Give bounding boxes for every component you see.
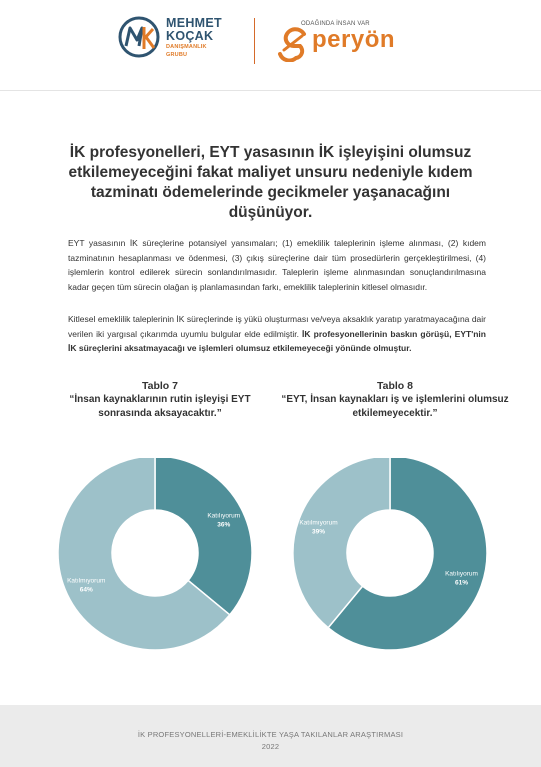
peryon-tagline: ODAĞINDA İNSAN VAR (301, 21, 370, 27)
chart-caption: “İnsan kaynaklarının rutin işleyişi EYT sonrasında aksayacaktır.” (69, 394, 251, 419)
chart-caption: “EYT, İnsan kaynakları iş ve işlemlerini olumsuz etkilemeyecektir.” (281, 394, 509, 419)
footer-year: 2022 (261, 742, 280, 751)
slice-value-label: 36% (217, 521, 231, 529)
mehmet-kocak-logo-icon (117, 15, 161, 59)
mk-name-line2: KOÇAK (166, 28, 214, 43)
donut-slice-katılıyorum (155, 458, 252, 615)
mk-sub-line2: GRUBU (166, 52, 188, 59)
paragraph-2-bold-text: İK profesyonellerinin baskın görüşü, EYT'nin İK süreçlerini aksatmayacağı ve işlemleri olumsuz etkilemeyeceği yönünde olmuştur. (68, 328, 486, 353)
slice-value-label: 61% (454, 579, 469, 587)
page-title: İK profesyonelleri, EYT yasasının İK işleyişini olumsuz etkilemeyeceğini fakat maliyet unsuru nedeniyle kıdem tazminatı ödemelerinde gecikmeler yaşanacağını düşünüyor. (68, 144, 473, 221)
chart-tablo-7 (35, 380, 285, 594)
slice-category-label: Katılmıyorum (299, 519, 338, 527)
paragraph-1: EYT yasasının İK süreçlerine potansiyel yansımaları; (1) emeklilik taleplerinin işleme alınması, (2) kıdem tazminatının hesaplanması ve ödenmesi, (3) çıkış süreçlerine dair tüm prosedürlerin gerçekleştirilmesi, (4) işlemlerin kontrol edilerek sürecin sonlandırılmasıdır. Taleplerin işleme alınmasından sonuçlandırılmasına kadar geçen tüm sürecin olağan iş planlamasından farkı, emeklilik taleplerinin kitlesel olmasıdır. (68, 238, 486, 292)
paragraph-2-text: Kitlesel emeklilik taleplerinin İK süreçlerinde iş yükü oluşturması ve/veya aksaklık yaratıp yaratmayacağına dair verilen iki yargısal çıkarımda uyumlu bulgular elde edilmiştir. (68, 314, 486, 339)
chart-number: Tablo 8 (377, 380, 413, 392)
peryon-logo-icon (274, 24, 312, 62)
slice-category-label: Katılıyorum (207, 512, 241, 520)
header-divider (0, 90, 541, 91)
peryon-wordmark: peryön (312, 26, 396, 53)
slice-category-label: Katılmıyorum (67, 577, 106, 585)
mehmet-kocak-wordmark (166, 17, 222, 59)
footer-title: İK PROFESYONELLERİ-EMEKLİLİKTE YAŞA TAKILANLAR ARAŞTIRMASI (137, 730, 404, 739)
page-footer (0, 705, 541, 767)
mk-sub-line1: DANIŞMANLIK (166, 44, 207, 50)
chart-number: Tablo 7 (142, 380, 178, 392)
paragraph-2 (68, 312, 486, 356)
chart-tablo-8 (270, 380, 520, 587)
slice-category-label: Katılıyorum (445, 570, 478, 578)
slice-value-label: 64% (79, 586, 93, 594)
slice-value-label: 39% (311, 528, 326, 536)
donut-chart (35, 458, 285, 658)
donut-chart (270, 458, 520, 658)
page-header (0, 0, 541, 90)
mk-name-line1: MEHMET (166, 16, 222, 30)
logo-divider (254, 18, 255, 64)
